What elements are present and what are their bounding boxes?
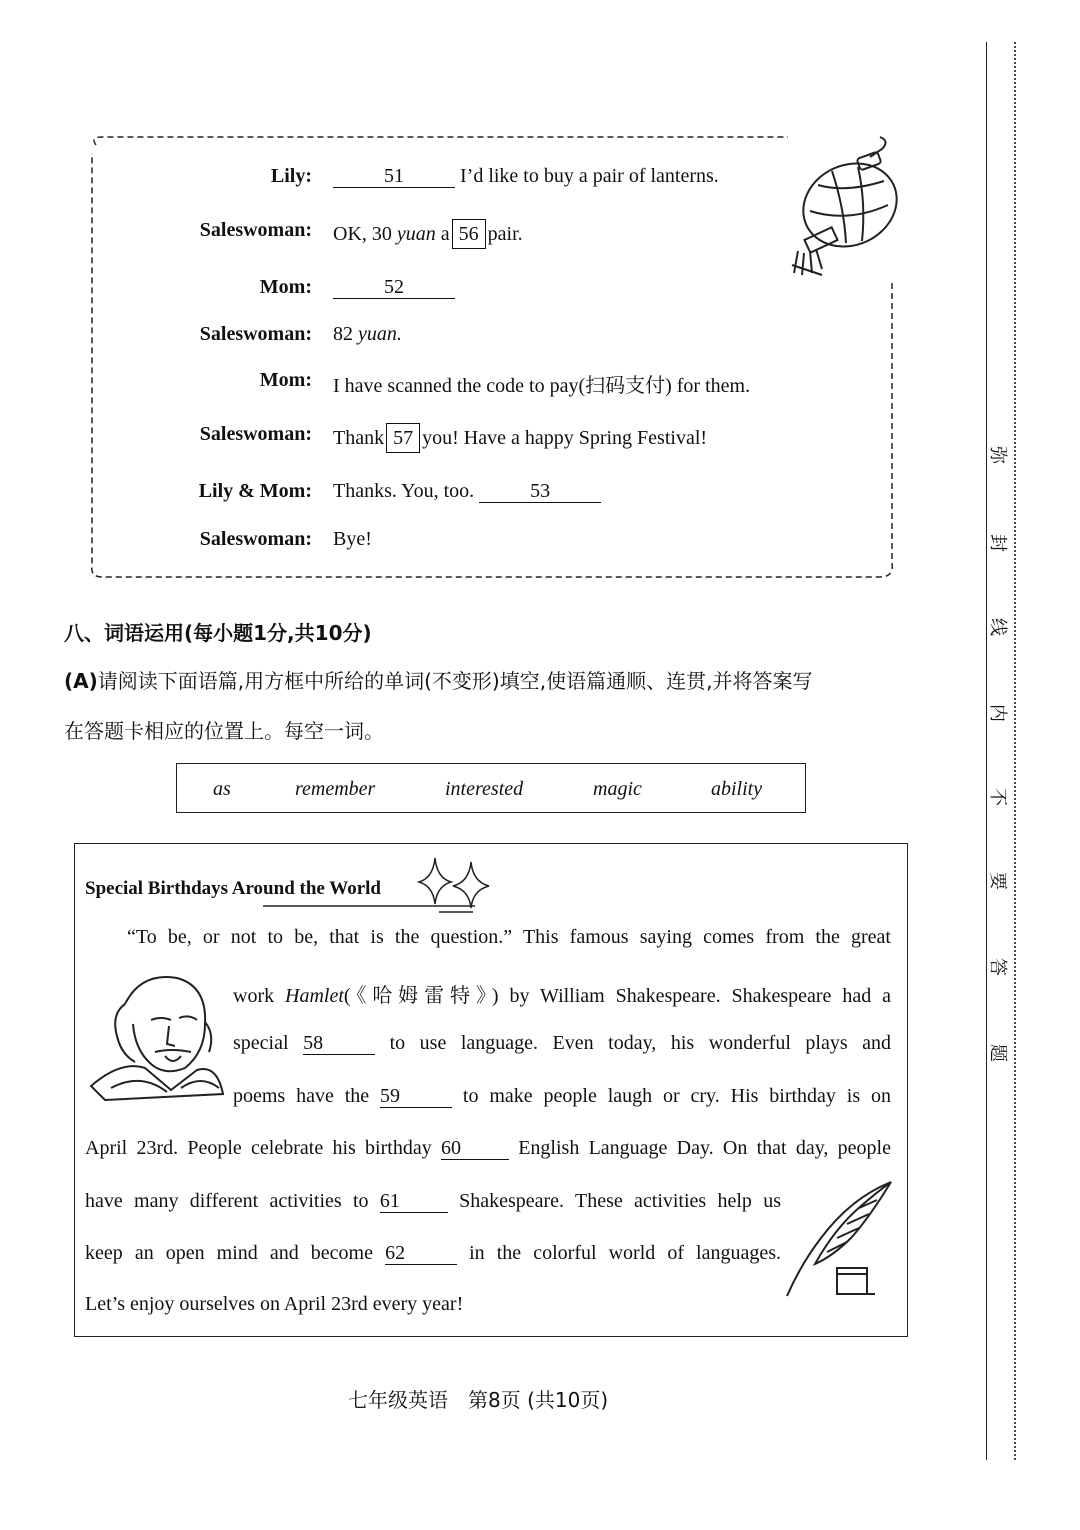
dialogue-text: Thank xyxy=(333,427,385,449)
dialogue-line xyxy=(333,480,601,503)
dialogue-text: Thanks. You, too. xyxy=(333,480,475,502)
dialogue-row xyxy=(88,217,888,247)
answer-blank[interactable]: 53 xyxy=(479,480,601,503)
seal-notice-char: 题 xyxy=(987,1044,1008,1062)
answer-blank[interactable]: 59 xyxy=(380,1085,452,1108)
seal-notice-char: 答 xyxy=(987,958,1008,976)
instruction-line-1 xyxy=(64,665,812,694)
dialogue-line xyxy=(333,423,707,453)
passage-title: Special Birthdays Around the World xyxy=(85,878,381,899)
speaker-label: Lily & Mom: xyxy=(198,480,312,502)
passage-text: to make people laugh or cry. His birthday is on xyxy=(462,1085,892,1107)
binding-line xyxy=(986,42,987,1460)
dialogue-text-italic: yuan xyxy=(396,223,436,245)
word-option: interested xyxy=(445,778,524,800)
page-footer: 七年级英语 第8页 (共10页) xyxy=(348,1388,609,1412)
speaker-label: Mom: xyxy=(259,276,312,298)
dialogue-text: pair. xyxy=(487,223,523,245)
instruction-text: 请阅读下面语篇,用方框中所给的单词(不变形)填空,使语篇通顺、连贯,并将答案写 xyxy=(97,669,813,693)
dialogue-row xyxy=(88,478,888,508)
dialogue-row xyxy=(88,321,888,351)
dialogue-frame xyxy=(88,133,896,580)
dialogue-text: I’d like to buy a pair of lanterns. xyxy=(460,165,719,187)
dialogue-row xyxy=(88,526,888,556)
word-option: ability xyxy=(711,778,763,800)
passage-text: special xyxy=(233,1032,289,1054)
passage-text: work xyxy=(233,985,275,1007)
passage-text-italic: Hamlet xyxy=(285,985,344,1007)
section-heading: 八、词语运用(每小题1分,共10分) xyxy=(64,621,372,645)
dialogue-text: OK, 30 xyxy=(333,223,392,245)
passage-line: Let’s enjoy ourselves on April 23rd every year! xyxy=(85,1293,464,1315)
seal-notice-char: 内 xyxy=(987,704,1008,722)
seal-notice-char: 不 xyxy=(987,788,1008,806)
dialogue-row xyxy=(88,274,888,304)
passage-box xyxy=(74,843,908,1337)
passage-line xyxy=(85,1190,781,1213)
dialogue-line xyxy=(333,219,523,249)
speaker-label: Saleswoman: xyxy=(199,219,312,241)
dialogue-line xyxy=(333,276,455,299)
dialogue-text: 82 xyxy=(333,323,353,345)
seal-notice-char: 要 xyxy=(987,872,1008,890)
seal-notice-char: 封 xyxy=(987,534,1008,552)
sparkle-icon xyxy=(263,848,503,918)
dialogue-row xyxy=(88,421,888,451)
passage-text: have many different activities to xyxy=(85,1190,369,1212)
answer-blank[interactable]: 51 xyxy=(333,165,455,188)
passage-line xyxy=(233,1085,891,1108)
passage-text: poems have the xyxy=(233,1085,370,1107)
dialogue-line xyxy=(333,323,402,346)
passage-line xyxy=(233,1032,891,1055)
lantern-icon xyxy=(788,133,898,283)
passage-text: to use language. Even today, his wonderful plays and xyxy=(389,1032,892,1054)
passage-text: (《哈姆雷特》) by William Shakespeare. Shakespeare had a xyxy=(343,985,891,1007)
answer-box[interactable]: 56 xyxy=(452,219,486,249)
instruction-label: (A) xyxy=(64,669,98,693)
passage-text: keep an open mind and become xyxy=(85,1242,373,1264)
seal-notice-char: 线 xyxy=(987,618,1008,636)
passage-line xyxy=(233,979,891,1008)
dialogue-text: you! Have a happy Spring Festival! xyxy=(422,427,708,449)
dialogue-line: I have scanned the code to pay(扫码支付) for them. xyxy=(333,375,751,397)
passage-line xyxy=(85,1242,781,1265)
answer-blank[interactable]: 61 xyxy=(380,1190,448,1213)
dialogue-row xyxy=(88,163,888,193)
dialogue-line xyxy=(333,165,719,188)
passage-text: English Language Day. On that day, people xyxy=(518,1137,891,1159)
passage-text: in the colorful world of languages. xyxy=(469,1242,782,1264)
word-box xyxy=(176,763,806,813)
shakespeare-portrait-icon xyxy=(81,964,227,1104)
seal-notice-char: 弥 xyxy=(987,446,1008,464)
instruction-line-2: 在答题卡相应的位置上。每空一词。 xyxy=(64,719,384,743)
answer-blank[interactable]: 52 xyxy=(333,276,455,299)
answer-blank[interactable]: 58 xyxy=(303,1032,375,1055)
passage-line xyxy=(85,1137,891,1160)
answer-blank[interactable]: 60 xyxy=(441,1137,509,1160)
passage-line: “To be, or not to be, that is the question.” This famous saying comes from the great xyxy=(127,926,891,948)
dotted-cut-line xyxy=(1014,42,1016,1460)
speaker-label: Saleswoman: xyxy=(199,423,312,445)
quill-inkwell-icon xyxy=(781,1178,905,1302)
dialogue-row xyxy=(88,367,888,397)
speaker-label: Saleswoman: xyxy=(199,323,312,345)
word-option: magic xyxy=(593,778,642,800)
dashed-border xyxy=(88,133,896,580)
speaker-label: Saleswoman: xyxy=(199,528,312,550)
passage-text: April 23rd. People celebrate his birthday xyxy=(85,1137,432,1159)
answer-box[interactable]: 57 xyxy=(386,423,420,453)
speaker-label: Mom: xyxy=(259,369,312,391)
word-option: as xyxy=(213,778,231,800)
dialogue-line: Bye! xyxy=(333,528,372,550)
speaker-label: Lily: xyxy=(270,165,312,187)
answer-blank[interactable]: 62 xyxy=(385,1242,457,1265)
passage-text: Shakespeare. These activities help us xyxy=(459,1190,781,1212)
dialogue-text-italic: yuan. xyxy=(358,323,402,345)
dialogue-text: a xyxy=(440,223,450,245)
word-option: remember xyxy=(295,778,376,800)
